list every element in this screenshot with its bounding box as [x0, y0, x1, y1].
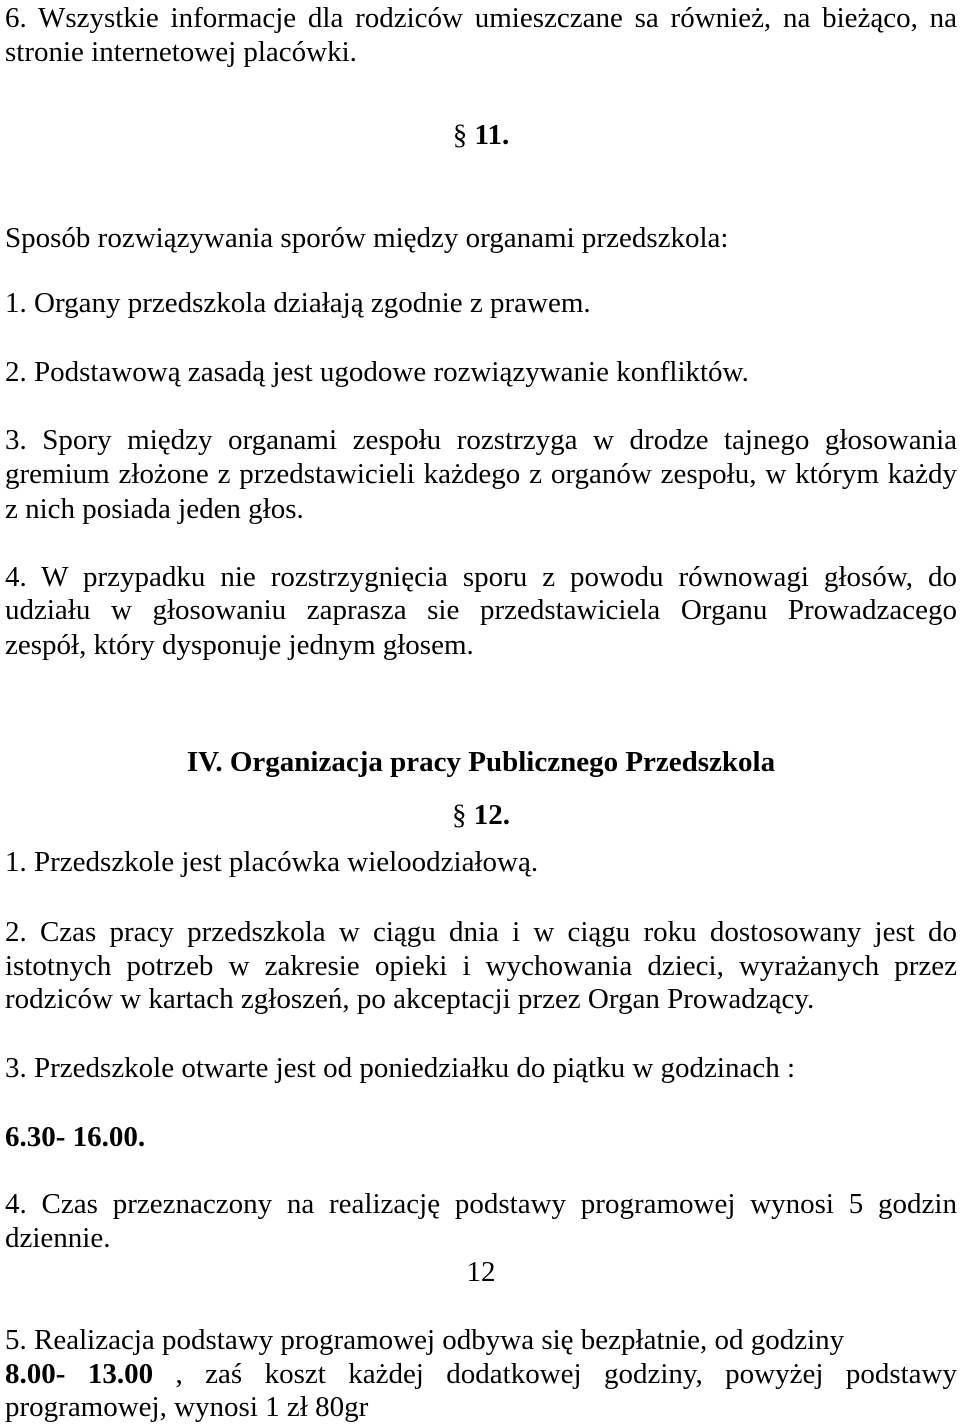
- disputes-intro: Sposób rozwiązywania sporów między organami przedszkola:: [5, 222, 729, 254]
- organization-item-4-line-2: dziennie.: [5, 1222, 111, 1254]
- organization-item-5-line-2: [5, 1357, 957, 1391]
- disputes-item-4-line-3: zespół, który dysponuje jednym głosem.: [5, 629, 474, 661]
- core-hours: 8.00- 13.00: [5, 1358, 154, 1390]
- disputes-item-2: 2. Podstawową zasadą jest ugodowe rozwiązywanie konfliktów.: [5, 356, 749, 388]
- section-12-heading: [5, 798, 957, 832]
- disputes-item-4-line-2: udziału w głosowaniu zaprasza sie przedstawiciela Organu Prowadzacego: [5, 594, 957, 626]
- section-11-heading: [5, 118, 957, 152]
- opening-hours: 6.30- 16.00.: [5, 1121, 146, 1153]
- page-number: 12: [466, 1256, 496, 1288]
- organization-item-4-line-1: 4. Czas przeznaczony na realizację podstawy programowej wynosi 5 godzin: [5, 1188, 957, 1220]
- item-6-line-2: stronie internetowej placówki.: [5, 36, 357, 68]
- disputes-item-1: 1. Organy przedszkola działają zgodnie z prawem.: [5, 287, 591, 319]
- chapter-title: IV. Organizacja pracy Publicznego Przedszkola: [186, 746, 776, 778]
- item-5-line-2-text: , zaś koszt każdej dodatkowej godziny, powyżej podstawy: [175, 1358, 957, 1390]
- disputes-item-3-line-3: z nich posiada jeden głos.: [5, 493, 304, 525]
- organization-item-5-line-1: 5. Realizacja podstawy programowej odbywa się bezpłatnie, od godziny: [5, 1324, 845, 1356]
- organization-item-2-line-1: 2. Czas pracy przedszkola w ciągu dnia i w ciągu roku dostosowany jest do: [5, 916, 957, 948]
- disputes-item-4-line-1: 4. W przypadku nie rozstrzygnięcia sporu z powodu równowagi głosów, do: [5, 561, 957, 593]
- section-number: 12.: [473, 799, 510, 831]
- opening-hours-line: [5, 1120, 957, 1154]
- organization-item-2-line-2: istotnych potrzeb w zakresie opieki i wychowania dzieci, wyrażanych przez: [5, 950, 957, 982]
- disputes-item-3-line-2: gremium złożone z przedstawicieli każdego z organów zespołu, w którym każdy: [5, 458, 957, 490]
- organization-item-2-line-3: rodziców w kartach zgłoszeń, po akceptacji przez Organ Prowadzący.: [5, 983, 815, 1015]
- organization-item-1: 1. Przedszkole jest placówka wieloodziałową.: [5, 846, 539, 878]
- section-sign: §: [452, 119, 468, 151]
- organization-item-5-line-3: programowej, wynosi 1 zł 80gr: [5, 1391, 369, 1423]
- section-sign: §: [452, 799, 467, 831]
- disputes-item-3-line-1: 3. Spory między organami zespołu rozstrzyga w drodze tajnego głosowania: [5, 424, 957, 456]
- item-6-line-1: 6. Wszystkie informacje dla rodziców umieszczane sa również, na bieżąco, na: [5, 2, 957, 34]
- organization-item-3: 3. Przedszkole otwarte jest od poniedziałku do piątku w godzinach :: [5, 1052, 796, 1084]
- section-number: 11.: [474, 119, 510, 151]
- chapter-heading: [5, 745, 957, 779]
